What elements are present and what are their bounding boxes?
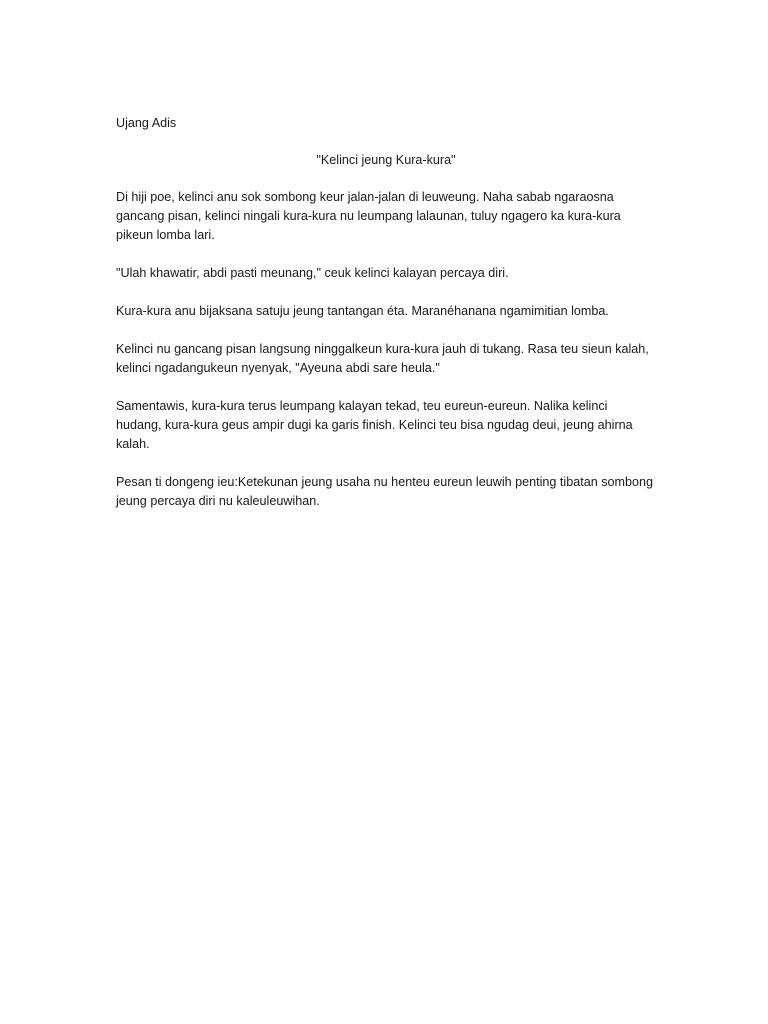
paragraph: Pesan ti dongeng ieu:Ketekunan jeung usaha nu henteu eureun leuwih penting tibatan sombong jeung percaya diri nu kaleuleuwihan.	[116, 475, 654, 508]
paragraph: Di hiji poe, kelinci anu sok sombong keur jalan-jalan di leuweung. Naha sabab ngaraosna gancang pisan, kelinci ningali kura-kura nu leumpang lalaunan, tuluy ngagero ka kura-kura pikeun lomba lari.	[116, 190, 621, 242]
story-title: "Kelinci jeung Kura-kura"	[316, 153, 456, 167]
document-body	[116, 114, 656, 530]
paragraph: "Ulah khawatir, abdi pasti meunang," ceuk kelinci kalayan percaya diri.	[116, 266, 509, 280]
author-name: Ujang Adis	[116, 116, 177, 130]
paragraph: Kelinci nu gancang pisan langsung ninggalkeun kura-kura jauh di tukang. Rasa teu sieun kalah, kelinci ngadangukeun nyenyak, "Ayeuna abdi sare heula."	[116, 342, 649, 375]
paragraph: Samentawis, kura-kura terus leumpang kalayan tekad, teu eureun-eureun. Nalika kelinci hudang, kura-kura geus ampir dugi ka garis finish. Kelinci teu bisa ngudag deui, jeung ahirna kalah.	[116, 399, 633, 451]
paragraph: Kura-kura anu bijaksana satuju jeung tantangan éta. Maranéhanana ngamimitian lomba.	[116, 304, 609, 318]
